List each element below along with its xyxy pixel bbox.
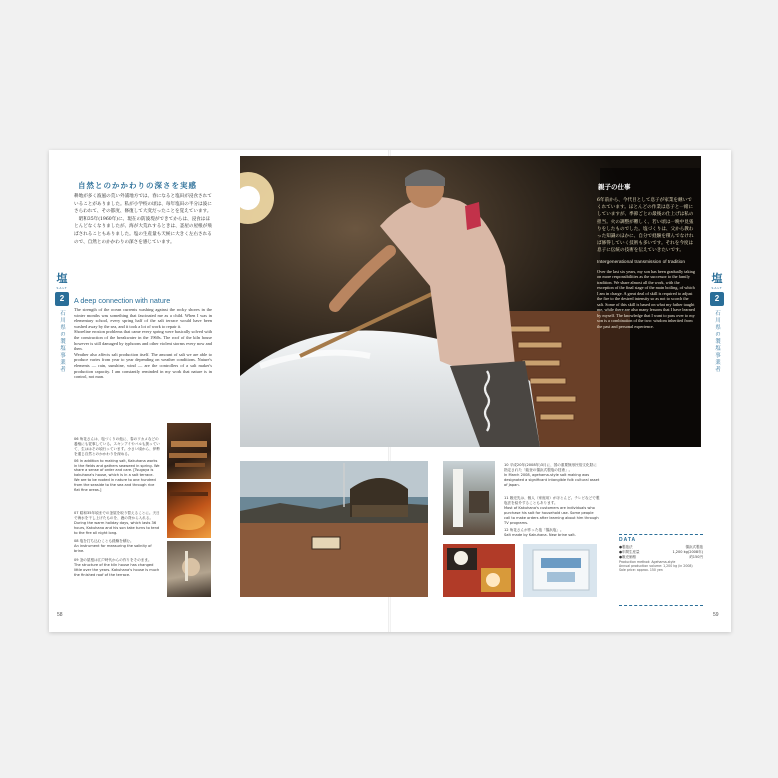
caption-11-jp: 11 販売先は、個人（家庭用）がほとんど。テレビなどで製塩法を紹介することもあります。 <box>504 496 600 505</box>
caption-11-en: Most of Kakuhana's customers are individuals who purchase his salt for household use. Some people call to make orders after learning about him through TV programs. <box>504 505 599 525</box>
side-small-left: SALT <box>56 286 68 290</box>
side-vertical-right: 石川県の製塩事業者 <box>714 310 720 373</box>
en-body: The strength of the ocean currents washing against the rocky shores in the winter months was something that fascinated me as a child. When I was in elementary school, every spring half of the salt terrace would have been washed away by the sea, and it took a lot of work to repair it. Shoreline erosion problems that came every spring were basically solved with the construction of the breakwater in the 1960s. The roof of the kiln house however is still damaged by typhoons and other violent storms every now and then. Weather also affects salt production itself. The amount of salt we are able to produce varies from year to year depending on weather conditions. Nature's elements — rain, sunshine, wind — are the controllers of a salt maker's production capacity. I am constantly reminded in my work that nature is in control, not man. <box>74 307 212 380</box>
side-vertical-left: 石川県の製塩事業者 <box>59 310 65 373</box>
caption-10-en: In March 2008, agehama-style salt making was designated a significant intangible folk cultural asset of Japan. <box>504 472 600 487</box>
data-box <box>619 534 703 606</box>
overlay-jp-body: 6年前から、今代目として息子が家業を継いでくれています。ほとんどの作業は息子と一緒にしていますが、季節ごとの最後の仕上げは私の担当。火の調整が難しく、若い頃は一晩中見張りをしたものでした。塩づくりは、父から教わった知識のほかに、自分で経験を積んでなければ修得していく技術も多いです。それを今度は息子に伝統の技術を伝えていきたいです。 <box>597 198 694 254</box>
data-title: DATA <box>619 537 637 543</box>
thumb-photo-kiln-wood <box>167 423 211 479</box>
side-number-right: 2 <box>710 292 724 306</box>
photo-salt-bag-12 <box>523 544 597 597</box>
jp-body: 耕地が多く波風の荒い外浦地方では、春になると塩田が浸食されていることがありました。私が小学校の頃は、毎年塩田の半分は波にさらわれて、その都度、修復して大変だったことを覚えています。 昭和35年(1960年)に、現在の防波堤ができてからは、浸食はほとんどなくなりましたが、海が大荒れするときは、釜屋の屋根が飛ばされることもありました。塩の生産量も天候に大きく左右されるので、自然とのかかわりの深さを感じています。 <box>74 194 212 245</box>
caption-10-jp: 10 平成20年(2008年)3月に、国の重要無形民俗文化財に指定された「能登の揚浜式製塩の技術」。 <box>504 463 597 472</box>
caption-09-en: The structure of the kiln house has changed little over the years. Kakuhana's house is much the finished roof of the terrace. <box>74 562 160 577</box>
photo-stone-monument <box>443 461 495 535</box>
caption-12-jp: 12 角花さんが作った塩「揚浜塩」。 <box>504 528 564 532</box>
data-sub-method: Production method: Agehama-style <box>619 560 676 564</box>
thumb-photo-fire <box>167 482 211 538</box>
caption-06-jp: 06 角花さんは、塩づくりの他に、春のワカメなどの養殖にも従事している。スキンアイやバルも扱っていて、生ははその頃行っています。小さい頃から、伊勢を通じ自然とのかかわりを深める。 <box>74 437 160 456</box>
photo-salt-food-11 <box>443 544 515 597</box>
jp-heading: 自然とのかかわりの深さを実感 <box>78 181 197 190</box>
side-small-right: SALT <box>711 286 723 290</box>
caption-07-en: During the warm holiday days, which lasts 36 hours, Kakuhana and his son take turns to tend to the fire all night long. <box>74 520 160 535</box>
overlay-en-heading: Intergenerational transmission of tradition <box>597 259 685 265</box>
page-number-left: 58 <box>57 612 63 618</box>
caption-06 <box>74 437 160 493</box>
caption-12-en: Salt made by Kakuhana. New brine salt. <box>504 532 576 537</box>
data-label-method: ●製塩法 <box>619 545 633 549</box>
caption-08-jp: 08 塩を打ち込むことも経験を積む。 <box>74 539 134 543</box>
overlay-text-panel <box>592 168 699 445</box>
side-kanji-right: 塩 <box>711 272 723 285</box>
data-value-volume: 1,200 kg(2008年) <box>672 550 703 554</box>
data-value-price: 約150円 <box>689 555 703 559</box>
side-kanji-left: 塩 <box>56 272 68 285</box>
caption-10 <box>504 463 600 488</box>
side-tab-left <box>52 270 72 373</box>
en-heading: A deep connection with nature <box>74 296 171 305</box>
photo-beach-salt-field <box>240 461 428 597</box>
caption-11 <box>504 496 600 525</box>
data-sub-volume: Annual production volume: 1,200 kg (in 2008) <box>619 564 693 568</box>
data-value-method: 揚浜式製塩 <box>685 545 703 549</box>
caption-09-jp: 09 釜の屋根は江戸時代からの作りをそのまま。 <box>74 558 152 562</box>
overlay-en-body: Over the last six years, my son has been gradually taking on more responsibilities as the successor to the family tradition. We share almost all the work, with the exception of the final stage of the main boiling, of which I am in charge. A great deal of skill is required to adjust the fire to the desired intensity so as not to scorch the salt. Some of this skill is based on what my father taught me, while there are also many lessons that I have learned by myself. The knowledge that I want to pass over to my son is a combination of the two: wisdom inherited from the past and personal experience. <box>597 268 695 329</box>
page-number-right: 59 <box>713 612 719 618</box>
caption-07-jp: 07 昭和35年頃までの釜屋を取り替えることに。天日で海水を干し上げたものを、鹿の背から入れる。 <box>74 511 160 520</box>
caption-08 <box>74 539 160 554</box>
side-number-left: 2 <box>55 292 69 306</box>
data-sub-price: Sale price: approx. 150 yen <box>619 568 663 572</box>
caption-09 <box>74 558 160 578</box>
data-label-price: ●販売価格 <box>619 555 637 559</box>
data-label-volume: ●年間生産量 <box>619 550 640 554</box>
side-tab-right <box>707 270 727 373</box>
caption-06-en: 06 In addition to making salt, Kakuhana works in the fields and gathers seaweed in spring. We share a sense of order and care. [Tsugaya is kakuhana's house, which is in a salt terrace. We are to be rooted in nature to one hundred from the seaside to the sea and through rice flat fine areas.] <box>74 458 160 493</box>
overlay-jp-heading: 親子の仕事 <box>598 183 631 191</box>
caption-08-en: An instrument for measuring the salinity of brine. <box>74 543 152 553</box>
magazine-spread <box>49 150 731 632</box>
thumb-photo-hands <box>167 541 211 597</box>
caption-12 <box>504 528 600 538</box>
caption-07 <box>74 511 160 536</box>
